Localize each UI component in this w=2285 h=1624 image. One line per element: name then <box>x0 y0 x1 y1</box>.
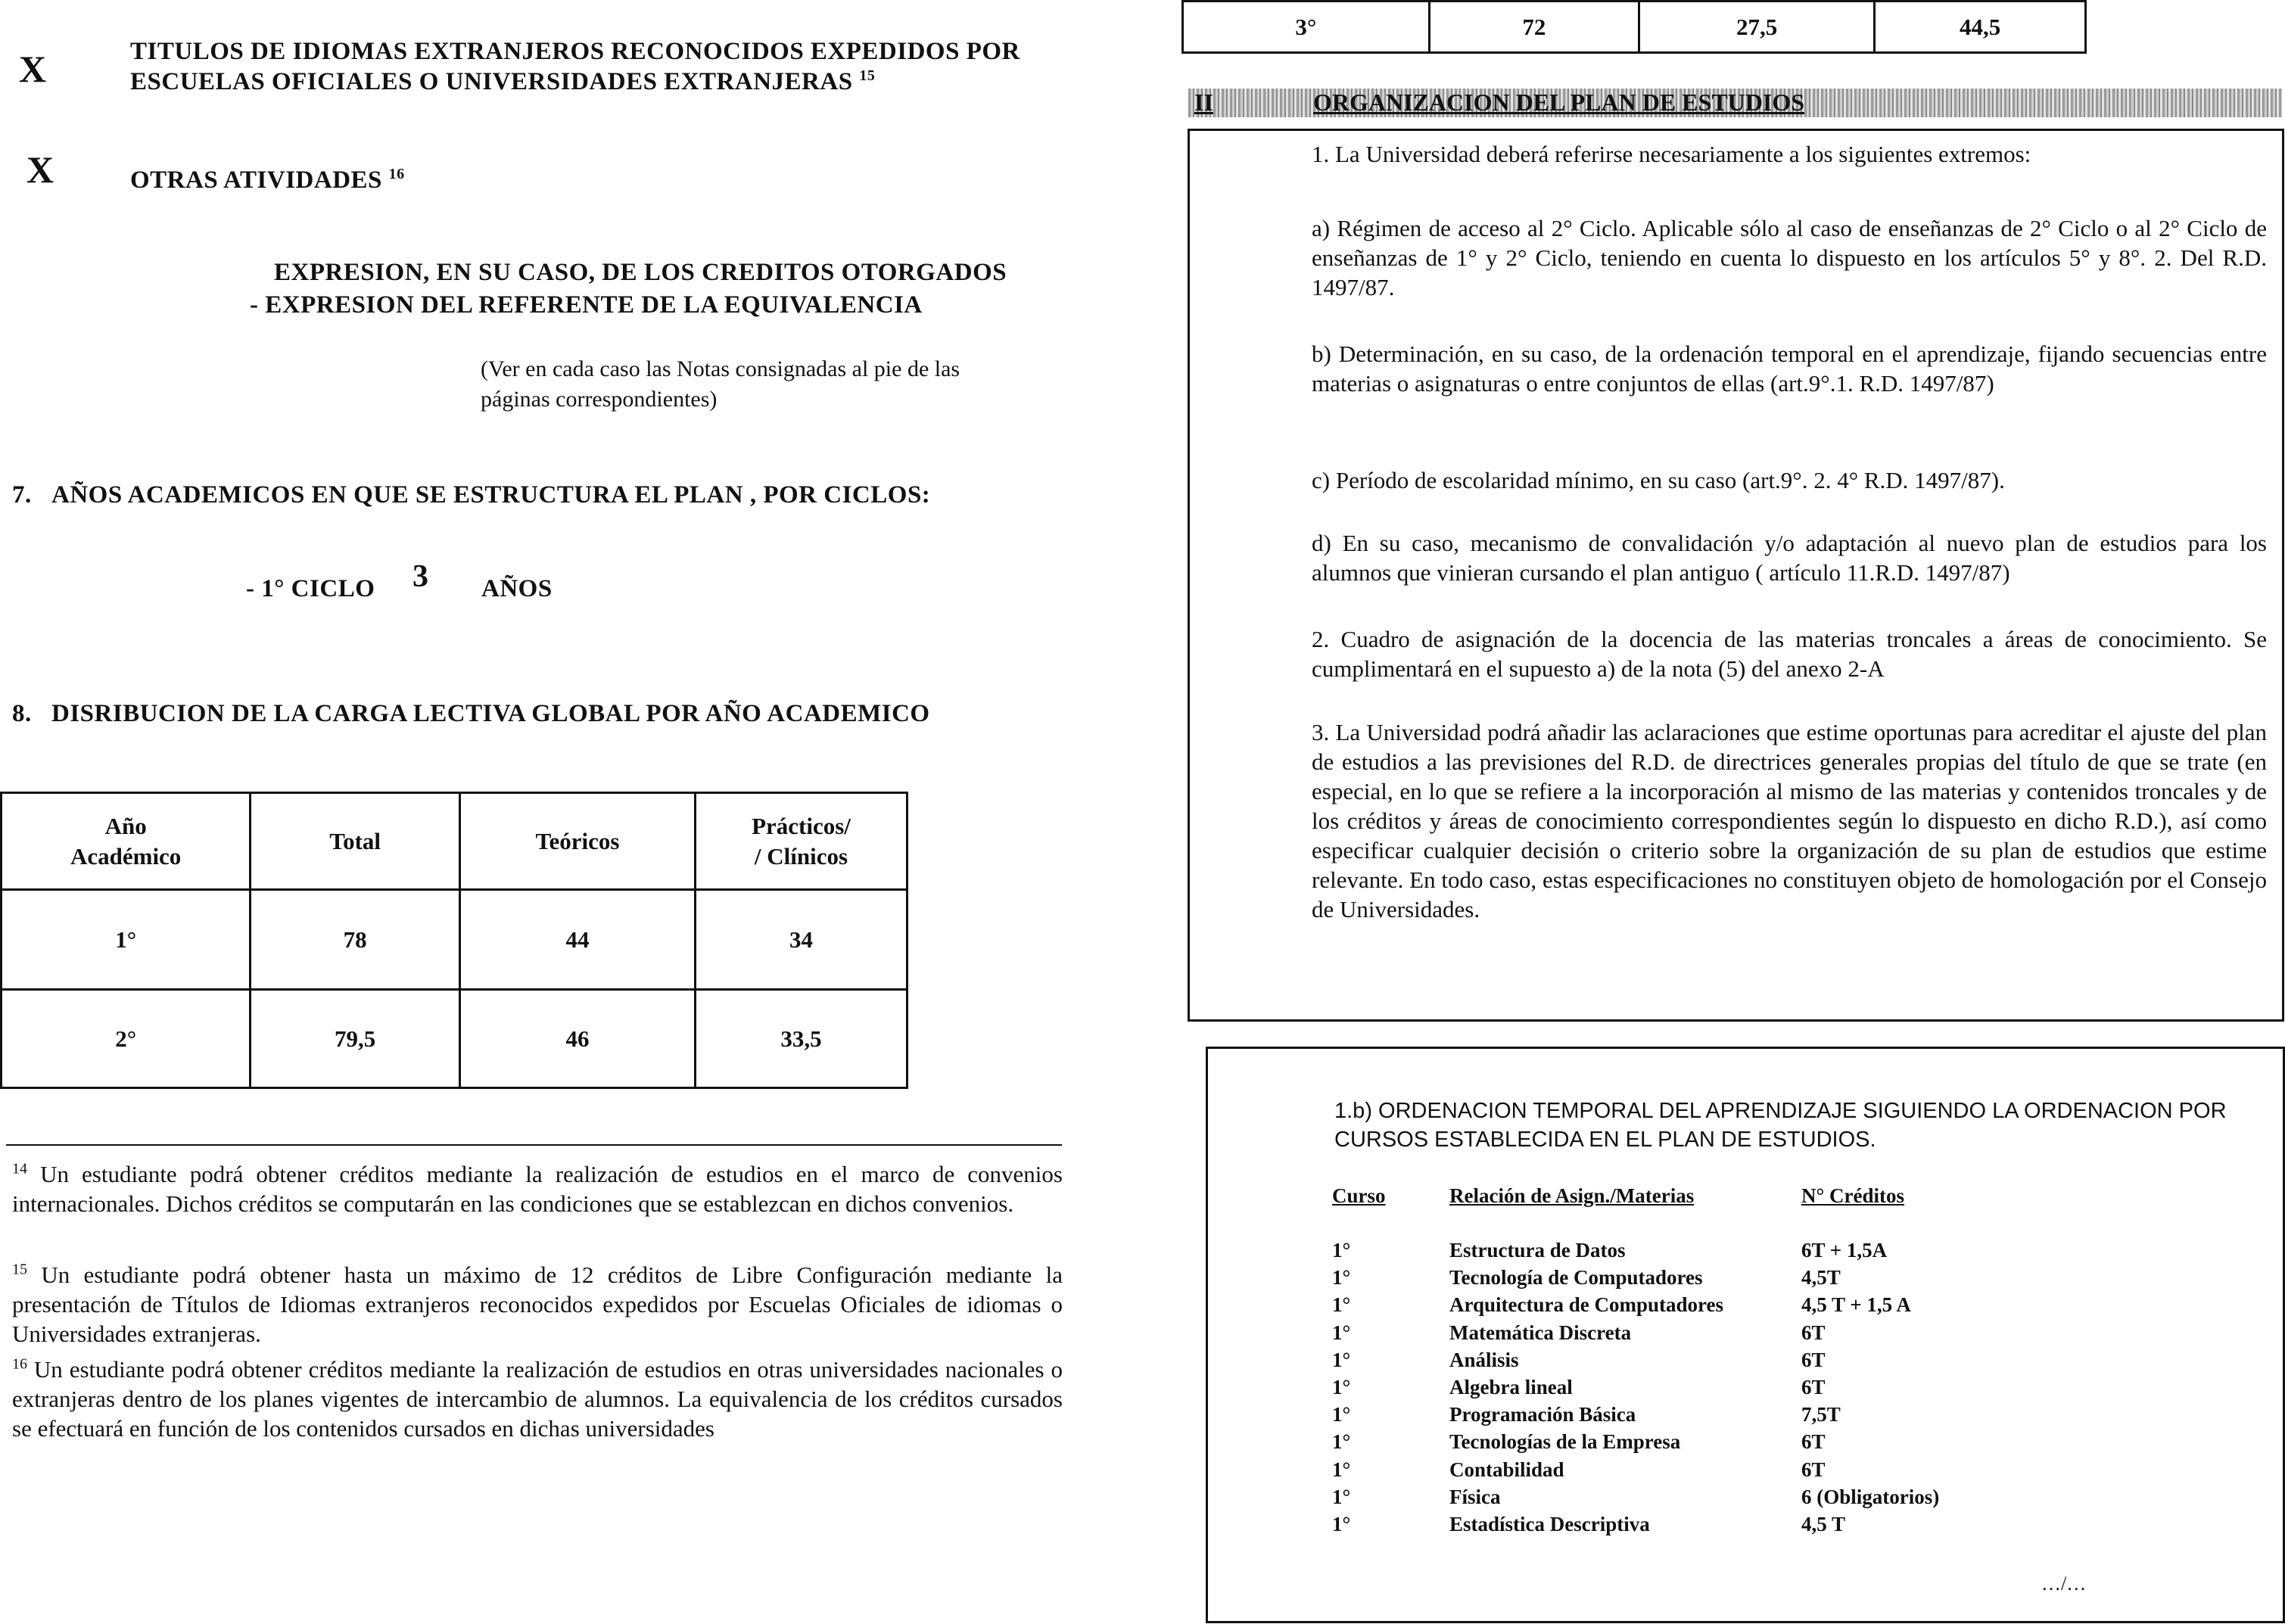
table-row <box>1183 2 2086 53</box>
cycle-unit: AÑOS <box>481 575 553 602</box>
schedule-curso: 1° <box>1332 1486 1351 1508</box>
table-cell: 2° <box>2 990 251 1088</box>
org-paragraph-2: 2. Cuadro de asignación de la docencia de las materias troncales a áreas de conocimiento. Se cumplimentará en el supuesto a) de la nota (5) del anexo 2-A <box>1312 626 2267 682</box>
expresion-line1: EXPRESION, EN SU CASO, DE LOS CREDITOS OTORGADOS <box>274 259 1007 286</box>
schedule-creditos: 6T + 1,5A <box>1801 1239 1888 1262</box>
schedule-curso: 1° <box>1332 1239 1351 1262</box>
item-titulos-line1: TITULOS DE IDIOMAS EXTRANJEROS RECONOCIDOS EXPEDIDOS POR <box>130 38 1020 65</box>
schedule-creditos: 6T <box>1801 1349 1826 1371</box>
schedule-materia: Programación Básica <box>1449 1403 1636 1426</box>
schedule-materia: Física <box>1449 1486 1501 1508</box>
continued-mark: …/… <box>2041 1573 2087 1594</box>
section-banner-roman: II <box>1194 89 1213 116</box>
org-intro: 1. La Universidad deberá referirse necesariamente a los siguientes extremos: <box>1312 141 2031 167</box>
schedule-materia: Análisis <box>1449 1349 1519 1371</box>
org-item-a: a) Régimen de acceso al 2° Ciclo. Aplicable sólo al caso de enseñanzas de 2° Ciclo o al 2° Ciclo de enseñanzas de 1° y 2° Ciclo, teniendo en cuenta lo dispuesto en los artículos 5° y 8°. 2. Del R.D. 1497/87. <box>1312 215 2267 300</box>
schedule-creditos: 6T <box>1801 1458 1826 1481</box>
cycle-years: 3 <box>412 559 428 594</box>
header-ano: Año Académico <box>2 793 251 890</box>
schedule-creditos: 4,5 T + 1,5 A <box>1801 1293 1911 1316</box>
table-cell: 44 <box>460 890 696 990</box>
schedule-creditos: 4,5 T <box>1801 1513 1846 1535</box>
table-cell: 78 <box>251 890 460 990</box>
schedule-creditos: 6T <box>1801 1376 1826 1398</box>
table-cell: 3° <box>1183 2 1430 53</box>
schedule-materia: Estadística Descriptiva <box>1449 1513 1650 1535</box>
footnote-14: $^{14}$ Un estudiante podrá obtener créditos mediante la realización de estudios en el marco de convenios internacionales. Dichos créditos se computarán en las condiciones que se establezcan en dichos convenios. <box>12 1160 1063 1217</box>
schedule-header-curso: Curso <box>1332 1184 1386 1207</box>
cycle-label: - 1° CICLO <box>246 575 375 602</box>
schedule-header-materias: Relación de Asign./Materias <box>1449 1184 1695 1207</box>
footnote-15: $^{15}$ Un estudiante podrá obtener hasta un máximo de 12 créditos de Libre Configuración mediante la presentación de Títulos de Idiomas extranjeros reconocidos expedidos por Escuelas Oficiales de idiomas o Universidades extranjeras. <box>12 1261 1063 1347</box>
schedule-curso: 1° <box>1332 1403 1351 1426</box>
schedule-materia: Tecnologías de la Empresa <box>1449 1430 1681 1453</box>
table-cell: 1° <box>2 890 251 990</box>
org-item-d: d) En su caso, mecanismo de convalidación y/o adaptación al nuevo plan de estudios para los alumnos que vinieran cursando el plan antiguo ( artículo 11.R.D. 1497/87) <box>1312 530 2267 586</box>
schedule-curso: 1° <box>1332 1266 1351 1289</box>
table-cell: 33,5 <box>695 990 907 1088</box>
ordenacion-caption-line2: CURSOS ESTABLECIDA EN EL PLAN DE ESTUDIOS. <box>1334 1128 1876 1152</box>
schedule-curso: 1° <box>1332 1321 1351 1344</box>
table-header-row <box>2 793 907 890</box>
footnote-16: $^{16}$ Un estudiante podrá obtener créditos mediante la realización de estudios en otras universidades nacionales o extranjeras dentro de los planes vigentes de intercambio de alumnos. La equivalencia de los créditos cursados se efectuará en función de los contenidos cursados en dichas universidades <box>12 1355 1063 1442</box>
section-banner-title: ORGANIZACION DEL PLAN DE ESTUDIOS <box>1313 89 1805 116</box>
ordenacion-caption-line1: 1.b) ORDENACION TEMPORAL DEL APRENDIZAJE SIGUIENDO LA ORDENACION POR <box>1334 1099 2227 1123</box>
schedule-materia: Contabilidad <box>1449 1458 1564 1481</box>
section-8-title: 8. DISRIBUCION DE LA CARGA LECTIVA GLOBAL POR AÑO ACADEMICO <box>12 700 930 727</box>
footnote-ref-15: 15 <box>859 67 876 84</box>
item-otras-actividades: OTRAS ATIVIDADES $^{16}$ <box>130 166 405 194</box>
schedule-curso: 1° <box>1332 1458 1351 1481</box>
schedule-curso: 1° <box>1332 1513 1351 1535</box>
org-item-b: b) Determinación, en su caso, de la ordenación temporal en el aprendizaje, fijando secuencias entre materias o asignaturas o entre conjuntos de ellas (art.9°.1. R.D. 1497/87) <box>1312 341 2267 397</box>
schedule-header-creditos: N° Créditos <box>1801 1184 1905 1207</box>
header-practicos: Prácticos/ / Clínicos <box>695 793 907 890</box>
table-row <box>2 890 907 990</box>
footnote-ref-16: 16 <box>388 166 405 182</box>
carga-lectiva-table <box>0 792 908 1089</box>
table-row <box>2 990 907 1088</box>
carga-lectiva-table-continued <box>1181 0 2087 54</box>
org-item-c: c) Período de escolaridad mínimo, en su caso (art.9°. 2. 4° R.D. 1497/87). <box>1312 467 2005 493</box>
schedule-materia: Tecnología de Computadores <box>1449 1266 1703 1289</box>
ver-note-line1: (Ver en cada caso las Notas consignadas al pie de las <box>481 356 960 381</box>
schedule-curso: 1° <box>1332 1349 1351 1371</box>
schedule-creditos: 6 (Obligatorios) <box>1801 1486 1940 1508</box>
table-cell: 44,5 <box>1875 2 2086 53</box>
table-cell: 27,5 <box>1639 2 1875 53</box>
schedule-creditos: 6T <box>1801 1321 1826 1344</box>
schedule-creditos: 6T <box>1801 1430 1826 1453</box>
schedule-curso: 1° <box>1332 1430 1351 1453</box>
schedule-creditos: 4,5T <box>1801 1266 1841 1289</box>
schedule-materia: Algebra lineal <box>1449 1376 1573 1398</box>
schedule-materia: Matemática Discreta <box>1449 1321 1632 1344</box>
expresion-line2: - EXPRESION DEL REFERENTE DE LA EQUIVALENCIA <box>250 291 923 319</box>
ver-note-line2: páginas correspondientes) <box>481 387 718 412</box>
schedule-curso: 1° <box>1332 1293 1351 1316</box>
footnote-separator <box>6 1144 1062 1146</box>
schedule-materia: Estructura de Datos <box>1449 1239 1626 1262</box>
section-7-title: 7. AÑOS ACADEMICOS EN QUE SE ESTRUCTURA EL PLAN , POR CICLOS: <box>12 481 931 509</box>
table-cell: 46 <box>460 990 696 1088</box>
org-paragraph-3: 3. La Universidad podrá añadir las aclaraciones que estime oportunas para acreditar el ajuste del plan de estudios a las previsiones del R.D. de directrices generales propias del título de que se trate (en especial, en lo que se refiere a la incorporación al mismo de las materias y contenidos troncales y de los créditos y áreas de conocimiento correspondientes según lo dispuesto en dicho R.D.), así como especificar cualquier decisión o criterio sobre la organización de su plan de estudios que estime relevante. En todo caso, estas especificaciones no constituyen objeto de homologación por el Consejo de Universidades. <box>1312 719 2267 922</box>
table-cell: 79,5 <box>251 990 460 1088</box>
schedule-curso: 1° <box>1332 1376 1351 1398</box>
header-teoricos: Teóricos <box>460 793 696 890</box>
x-mark-2: X <box>26 148 54 191</box>
header-total: Total <box>251 793 460 890</box>
x-mark-1: X <box>19 48 47 90</box>
table-cell: 72 <box>1429 2 1639 53</box>
schedule-materia: Arquitectura de Computadores <box>1449 1293 1723 1316</box>
item-titulos-line2: ESCUELAS OFICIALES O UNIVERSIDADES EXTRANJERAS $^{15}$ <box>130 67 876 95</box>
table-cell: 34 <box>695 890 907 990</box>
schedule-creditos: 7,5T <box>1801 1403 1841 1426</box>
